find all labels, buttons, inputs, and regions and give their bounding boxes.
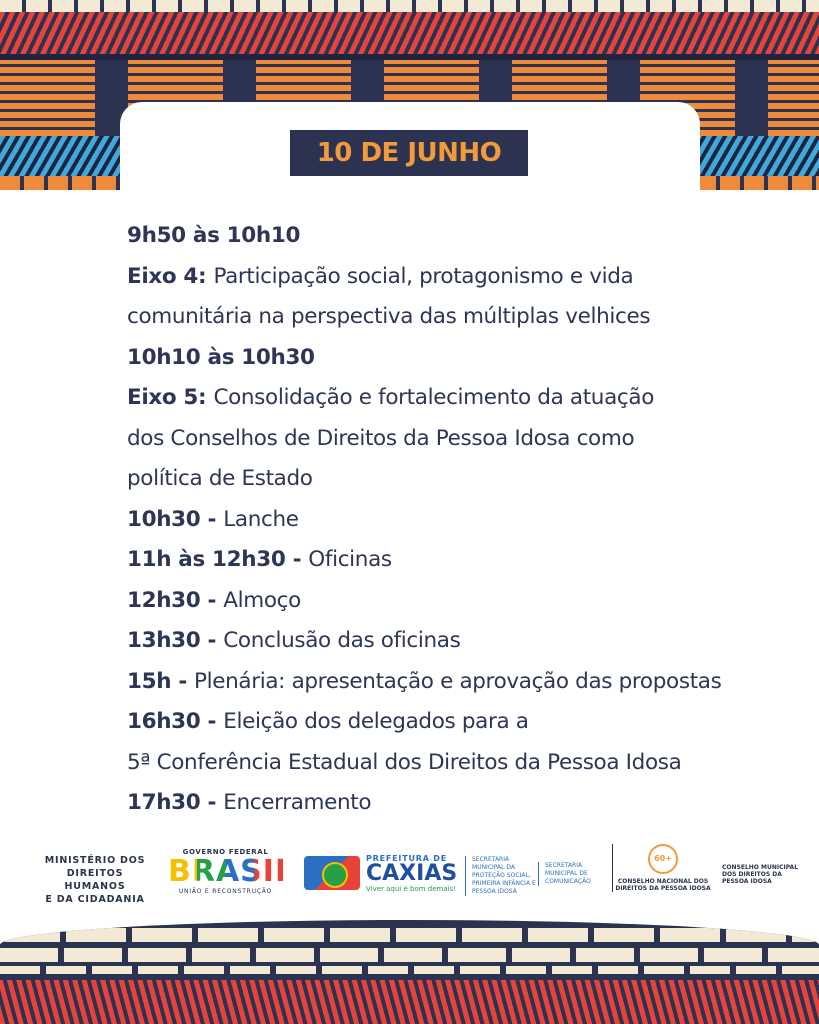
pattern-stripe-cream <box>0 948 819 962</box>
schedule-time: 17h30 <box>127 790 201 815</box>
governo-federal-logo <box>168 848 296 895</box>
conselho-nacional-label: CONSELHO NACIONAL DOS DIREITOS DA PESSOA IDOSA <box>615 878 711 892</box>
schedule-description: Lanche <box>223 506 299 532</box>
sponsor-logos <box>0 838 819 908</box>
schedule-description: Oficinas <box>308 547 392 572</box>
schedule-time: 13h30 <box>127 628 201 653</box>
schedule-separator: - <box>200 790 224 815</box>
schedule-line <box>127 783 787 824</box>
caxias-wordmark: CAXIAS <box>366 861 458 886</box>
ministerio-logo <box>40 854 150 906</box>
schedule-time: Eixo 4: <box>127 263 207 289</box>
pattern-stripe-cream-thin <box>0 966 819 974</box>
schedule-description: Participação social, protagonismo e vida <box>213 263 634 289</box>
schedule-description: Encerramento <box>223 790 372 815</box>
schedule-line <box>127 540 787 581</box>
schedule-line <box>127 459 787 500</box>
schedule-description: Conclusão das oficinas <box>223 628 461 653</box>
schedule-line <box>127 500 787 541</box>
schedule-description: Plenária: apresentação e aprovação das propostas <box>194 668 722 694</box>
schedule-separator: - <box>200 628 224 653</box>
date-heading: 10 DE JUNHO <box>290 130 528 176</box>
schedule-description: Consolidação e fortalecimento da atuação <box>213 385 654 410</box>
ministerio-line: MINISTÉRIO DOS <box>44 855 146 866</box>
schedule-line <box>127 378 787 419</box>
schedule-line <box>127 216 787 257</box>
schedule-time: 11h às 12h30 <box>127 547 286 572</box>
bottom-decorative-pattern <box>0 920 819 1024</box>
schedule-description: dos Conselhos de Direitos da Pessoa Idosa como <box>127 425 635 451</box>
schedule-description: política de Estado <box>127 466 313 491</box>
schedule-time: 9h50 às 10h10 <box>127 223 301 248</box>
schedule-time: 16h30 <box>127 709 201 734</box>
schedule-time: 15h <box>127 668 172 694</box>
caxias-slogan: Viver aqui é bom demais! <box>366 885 457 893</box>
schedule-time: Eixo 5: <box>127 385 207 410</box>
schedule-description: comunitária na perspectiva das múltiplas velhices <box>127 304 651 329</box>
schedule-separator: - <box>200 506 224 532</box>
schedule-time: 10h30 <box>127 506 201 532</box>
pattern-stripe-red <box>0 980 819 1024</box>
pattern-stripe-red <box>0 12 819 54</box>
schedule-description: 5ª Conferência Estadual dos Direitos da Pessoa Idosa <box>127 749 682 775</box>
conselho-nacional-logo <box>612 844 713 892</box>
schedule-time: 10h10 às 10h30 <box>127 344 315 370</box>
schedule-line <box>127 581 787 622</box>
schedule-separator: - <box>200 587 224 613</box>
ministerio-line: DIREITOS HUMANOS <box>64 868 126 892</box>
schedule-list <box>127 216 787 824</box>
schedule-line <box>127 419 787 460</box>
schedule-line <box>127 338 787 379</box>
schedule-separator: - <box>200 709 224 734</box>
schedule-line <box>127 257 787 298</box>
governo-federal-label: GOVERNO FEDERAL <box>182 848 269 856</box>
pattern-stripe-cream <box>0 0 819 12</box>
schedule-line <box>127 621 787 662</box>
schedule-separator: - <box>285 547 309 572</box>
pattern-stripe-cream <box>0 928 819 942</box>
conselho-municipal-label: CONSELHO MUNICIPAL DOS DIREITOS DA PESSOA IDOSA <box>722 864 799 885</box>
sixty-plus-emblem-icon: 60+ <box>648 844 678 874</box>
prefeitura-label: PREFEITURA DE <box>366 854 447 863</box>
schedule-separator: - <box>171 668 195 694</box>
schedule-line <box>127 662 787 703</box>
secretaria-protecao-social-label: SECRETARIA MUNICIPAL DA PROTEÇÃO SOCIAL, PRIMEIRA INFÂNCIA E PESSOA IDOSA <box>465 856 540 896</box>
schedule-time: 12h30 <box>127 587 201 613</box>
schedule-description: Eleição dos delegados para a <box>223 709 529 734</box>
schedule-description: Almoço <box>223 587 301 613</box>
schedule-line <box>127 702 787 743</box>
schedule-line <box>127 297 787 338</box>
secretaria-comunicacao-label: SECRETARIA MUNICIPAL DE COMUNICAÇÃO <box>538 862 611 886</box>
ministerio-line: E DA CIDADANIA <box>45 894 145 905</box>
prefeitura-caxias-logo <box>366 854 457 893</box>
governo-federal-tagline: UNIÃO E RECONSTRUÇÃO <box>178 888 273 895</box>
schedule-line <box>127 743 787 784</box>
caxias-flag-icon <box>304 856 360 890</box>
brasil-wordmark: BRASIL <box>168 854 296 889</box>
